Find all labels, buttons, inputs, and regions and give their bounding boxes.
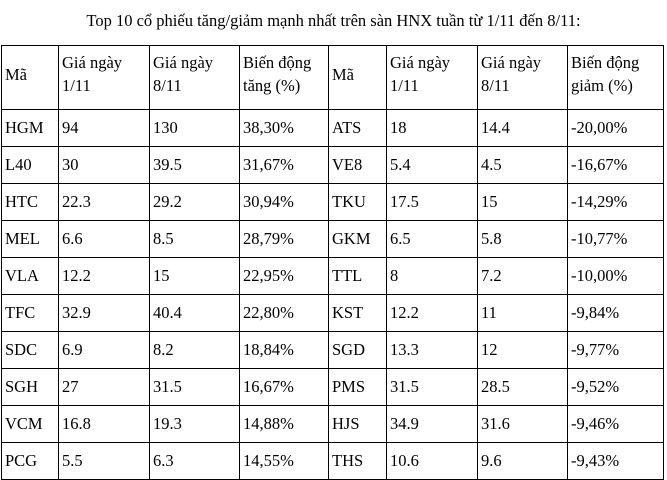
up-change-cell: 28,79% (240, 221, 329, 258)
up-price-start-cell: 27 (59, 369, 150, 406)
up-change-cell: 31,67% (240, 147, 329, 184)
table-row (2, 110, 664, 147)
down-price-end-cell: 12 (478, 332, 568, 369)
header-up-change: Biến động tăng (%) (240, 46, 329, 110)
up-change-cell: 14,55% (240, 443, 329, 480)
down-price-start-cell: 17.5 (387, 184, 478, 221)
down-price-start-cell: 6.5 (387, 221, 478, 258)
up-code-cell: PCG (2, 443, 59, 480)
down-price-end-cell: 15 (478, 184, 568, 221)
up-change-cell: 30,94% (240, 184, 329, 221)
up-code-cell: MEL (2, 221, 59, 258)
down-price-start-cell: 34.9 (387, 406, 478, 443)
table-row (2, 332, 664, 369)
down-code-cell: PMS (329, 369, 387, 406)
header-up-price-end: Giá ngày 8/11 (150, 46, 240, 110)
table-row (2, 406, 664, 443)
header-down-change: Biến động giảm (%) (568, 46, 664, 110)
down-price-start-cell: 12.2 (387, 295, 478, 332)
table-row (2, 443, 664, 480)
page-title: Top 10 cổ phiếu tăng/giảm mạnh nhất trên sàn HNX tuần từ 1/11 đến 8/11: (86, 11, 581, 30)
table-row (2, 221, 664, 258)
down-code-cell: ATS (329, 110, 387, 147)
down-change-cell: -14,29% (568, 184, 664, 221)
up-code-cell: HTC (2, 184, 59, 221)
down-price-end-cell: 11 (478, 295, 568, 332)
stock-movers-table (1, 45, 664, 480)
down-change-cell: -10,00% (568, 258, 664, 295)
down-price-end-cell: 31.6 (478, 406, 568, 443)
down-price-start-cell: 31.5 (387, 369, 478, 406)
up-code-cell: TFC (2, 295, 59, 332)
down-code-cell: SGD (329, 332, 387, 369)
down-price-start-cell: 13.3 (387, 332, 478, 369)
down-change-cell: -9,46% (568, 406, 664, 443)
down-change-cell: -9,84% (568, 295, 664, 332)
up-change-cell: 22,95% (240, 258, 329, 295)
down-code-cell: GKM (329, 221, 387, 258)
table-header-row (2, 46, 664, 110)
down-change-cell: -9,52% (568, 369, 664, 406)
up-code-cell: VLA (2, 258, 59, 295)
up-change-cell: 18,84% (240, 332, 329, 369)
header-up-code: Mã (2, 46, 59, 110)
up-code-cell: L40 (2, 147, 59, 184)
up-change-cell: 16,67% (240, 369, 329, 406)
down-code-cell: HJS (329, 406, 387, 443)
down-code-cell: TKU (329, 184, 387, 221)
down-price-end-cell: 5.8 (478, 221, 568, 258)
down-code-cell: THS (329, 443, 387, 480)
up-price-end-cell: 39.5 (150, 147, 240, 184)
up-price-start-cell: 6.6 (59, 221, 150, 258)
up-price-end-cell: 31.5 (150, 369, 240, 406)
down-change-cell: -16,67% (568, 147, 664, 184)
up-price-end-cell: 130 (150, 110, 240, 147)
down-price-end-cell: 28.5 (478, 369, 568, 406)
up-code-cell: VCM (2, 406, 59, 443)
up-price-end-cell: 8.5 (150, 221, 240, 258)
up-code-cell: HGM (2, 110, 59, 147)
up-price-end-cell: 8.2 (150, 332, 240, 369)
up-price-end-cell: 6.3 (150, 443, 240, 480)
up-price-start-cell: 12.2 (59, 258, 150, 295)
down-code-cell: VE8 (329, 147, 387, 184)
up-price-start-cell: 22.3 (59, 184, 150, 221)
table-row (2, 258, 664, 295)
up-price-start-cell: 5.5 (59, 443, 150, 480)
table-row (2, 147, 664, 184)
up-price-start-cell: 30 (59, 147, 150, 184)
up-change-cell: 38,30% (240, 110, 329, 147)
table-row (2, 295, 664, 332)
header-down-code: Mã (329, 46, 387, 110)
up-price-start-cell: 94 (59, 110, 150, 147)
up-code-cell: SGH (2, 369, 59, 406)
down-price-start-cell: 8 (387, 258, 478, 295)
down-price-start-cell: 18 (387, 110, 478, 147)
down-price-start-cell: 5.4 (387, 147, 478, 184)
down-code-cell: TTL (329, 258, 387, 295)
up-price-start-cell: 16.8 (59, 406, 150, 443)
header-up-price-start: Giá ngày 1/11 (59, 46, 150, 110)
down-code-cell: KST (329, 295, 387, 332)
up-change-cell: 14,88% (240, 406, 329, 443)
header-down-price-end: Giá ngày 8/11 (478, 46, 568, 110)
header-down-price-start: Giá ngày 1/11 (387, 46, 478, 110)
down-price-end-cell: 14.4 (478, 110, 568, 147)
down-change-cell: -10,77% (568, 221, 664, 258)
down-price-end-cell: 9.6 (478, 443, 568, 480)
table-row (2, 184, 664, 221)
down-price-start-cell: 10.6 (387, 443, 478, 480)
up-price-end-cell: 15 (150, 258, 240, 295)
down-change-cell: -20,00% (568, 110, 664, 147)
up-price-end-cell: 40.4 (150, 295, 240, 332)
up-change-cell: 22,80% (240, 295, 329, 332)
up-price-start-cell: 6.9 (59, 332, 150, 369)
up-code-cell: SDC (2, 332, 59, 369)
down-price-end-cell: 4.5 (478, 147, 568, 184)
down-price-end-cell: 7.2 (478, 258, 568, 295)
down-change-cell: -9,77% (568, 332, 664, 369)
up-price-end-cell: 19.3 (150, 406, 240, 443)
down-change-cell: -9,43% (568, 443, 664, 480)
up-price-start-cell: 32.9 (59, 295, 150, 332)
up-price-end-cell: 29.2 (150, 184, 240, 221)
table-row (2, 369, 664, 406)
